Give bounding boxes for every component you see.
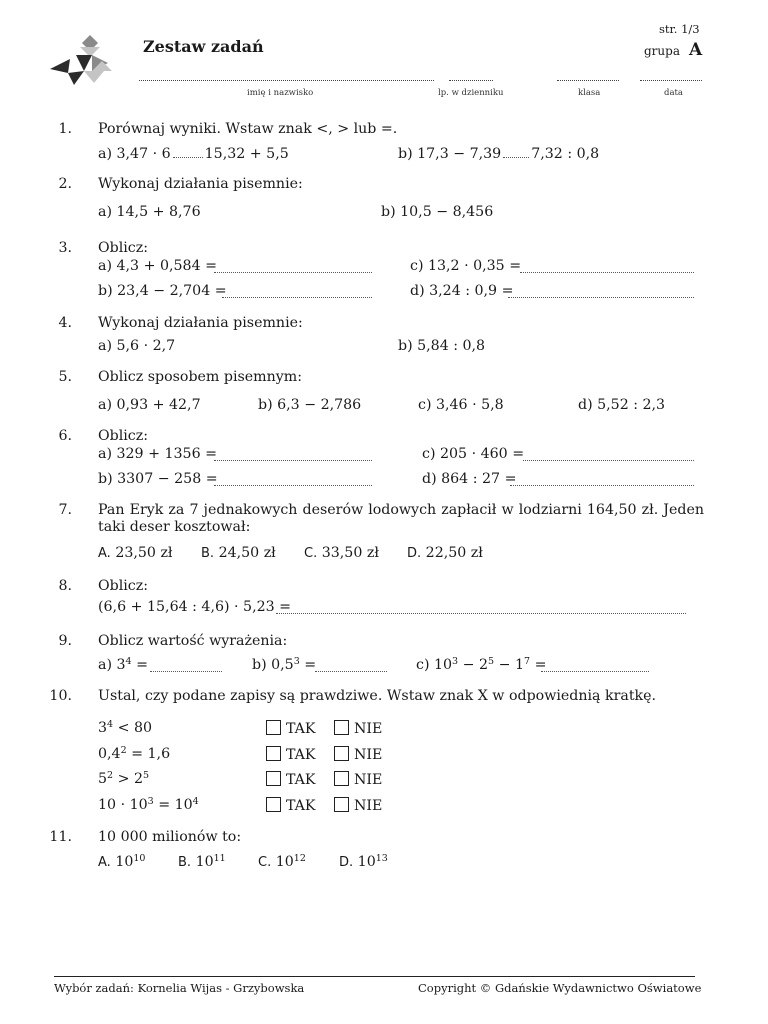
footer-copyright: Copyright © Gdańskie Wydawnictwo Oświatowe (418, 981, 702, 995)
task-11-option-c-letter: C. (258, 855, 272, 870)
task-6d-answer-blank[interactable] (510, 473, 694, 486)
task-9a (98, 657, 148, 673)
group-value: A (689, 40, 703, 60)
class-field-line[interactable] (557, 80, 619, 81)
yes-label-3: TAK (286, 772, 316, 788)
task-11-option-b-exp: 11 (213, 853, 226, 864)
task-3d-answer-blank[interactable] (508, 285, 694, 298)
checkbox-yes-1[interactable] (266, 720, 281, 735)
date-field-line[interactable] (640, 80, 702, 81)
task-9b-exponent: 3 (293, 656, 300, 667)
task-6c: c) 205 · 460 = (422, 446, 525, 462)
row-2-rest: = 1,6 (126, 746, 171, 762)
task-3c (410, 258, 521, 274)
task-7-option-d[interactable] (407, 545, 483, 561)
task-2-prompt: Wykonaj działania pisemnie: (98, 176, 303, 192)
task-9b (252, 657, 316, 673)
row-1-base: 3 (98, 720, 108, 736)
task-11-option-a[interactable] (98, 854, 145, 870)
task-9a-answer-blank[interactable] (150, 659, 222, 672)
task-11-option-b[interactable] (178, 854, 226, 870)
task-10-row-3-statement (98, 771, 149, 787)
checkbox-no-3[interactable] (334, 771, 349, 786)
task-1a-answer-blank[interactable] (173, 145, 203, 158)
task-9a-equals: = (131, 657, 148, 673)
row-4-base: 10 · 10 (98, 797, 148, 813)
task-3a-text: a) 4,3 + 0,584 = (98, 258, 217, 274)
row-3-exp2: 5 (143, 770, 150, 781)
task-10-prompt: Ustal, czy podane zapisy są prawdziwe. Wstaw znak X w odpowiednią kratkę. (98, 688, 657, 704)
task-10-row-4-no[interactable] (334, 797, 382, 814)
task-9c-equals: = (530, 657, 547, 673)
task-2-number: 2. (58, 176, 72, 192)
row-1-exp: 4 (107, 719, 114, 730)
task-11-option-d-exp: 13 (375, 853, 388, 864)
task-10-row-1-yes[interactable] (266, 720, 316, 737)
task-6a-answer-blank[interactable] (214, 448, 372, 461)
number-field-label: lp. w dzienniku (438, 88, 504, 98)
task-11-option-c-base: 10 (275, 854, 294, 870)
task-6c-answer-blank[interactable] (523, 448, 694, 461)
task-4a: a) 5,6 · 2,7 (98, 338, 176, 354)
task-5b: b) 6,3 − 2,786 (258, 397, 362, 413)
task-9-prompt: Oblicz wartość wyrażenia: (98, 633, 288, 649)
task-9b-answer-blank[interactable] (315, 659, 387, 672)
task-11-option-c-exp: 12 (293, 853, 306, 864)
group-label: grupa (644, 44, 680, 58)
task-8-number: 8. (58, 578, 72, 594)
no-label-4: NIE (354, 798, 383, 814)
task-7-number: 7. (58, 502, 72, 518)
checkbox-no-2[interactable] (334, 746, 349, 761)
task-1a (98, 145, 289, 162)
row-4-exp2: 4 (192, 796, 199, 807)
task-9b-base: b) 0,5 (252, 657, 294, 673)
footer-author: Wybór zadań: Kornelia Wijas - Grzybowska (54, 981, 305, 995)
task-11-option-a-exp: 10 (133, 853, 146, 864)
yes-label-4: TAK (286, 798, 316, 814)
task-6-prompt: Oblicz: (98, 428, 148, 444)
task-9b-equals: = (299, 657, 317, 673)
task-9c-exp1: 3 (452, 656, 459, 667)
publisher-logo (48, 33, 114, 87)
checkbox-yes-2[interactable] (266, 746, 281, 761)
task-11-option-d-letter: D. (339, 855, 354, 870)
task-5c: c) 3,46 · 5,8 (418, 397, 504, 413)
task-3a (98, 258, 217, 274)
yes-label-2: TAK (286, 747, 316, 763)
task-10-number: 10. (49, 688, 72, 704)
task-3-number: 3. (58, 240, 72, 256)
checkbox-yes-3[interactable] (266, 771, 281, 786)
task-7-prompt: Pan Eryk za 7 jednakowych deserów lodowych zapłacił w lodziarni 164,50 zł. Jeden taki deser kosztował: (98, 502, 704, 535)
task-7-option-a-letter: A. (98, 546, 111, 561)
task-7-option-c[interactable] (304, 545, 379, 561)
no-label-1: NIE (354, 721, 383, 737)
task-6d: d) 864 : 27 = (422, 471, 517, 487)
yes-label-1: TAK (286, 721, 316, 737)
task-10-row-3-yes[interactable] (266, 771, 316, 788)
task-11-option-a-letter: A. (98, 855, 111, 870)
task-11-option-c[interactable] (258, 854, 306, 870)
task-1b (398, 145, 599, 162)
row-1-rest: < 80 (113, 720, 153, 736)
task-10-row-3-no[interactable] (334, 771, 382, 788)
task-7-option-c-value: 33,50 zł (321, 545, 379, 561)
task-9a-exponent: 4 (125, 656, 132, 667)
no-label-3: NIE (354, 772, 383, 788)
task-9c-mid2: − 1 (494, 657, 525, 673)
task-9a-base: a) 3 (98, 657, 126, 673)
row-4-rest: = 10 (153, 797, 193, 813)
page-number: str. 1/3 (659, 22, 700, 36)
date-field-label: data (664, 88, 683, 98)
task-2a: a) 14,5 + 8,76 (98, 204, 201, 220)
footer-divider (54, 976, 695, 977)
task-1b-right: 7,32 : 0,8 (531, 146, 600, 162)
task-3d (410, 283, 513, 299)
task-10-row-1-statement (98, 720, 152, 736)
task-5-prompt: Oblicz sposobem pisemnym: (98, 369, 303, 385)
task-3b-text: b) 23,4 − 2,704 = (98, 283, 227, 299)
name-field-label: imię i nazwisko (247, 88, 314, 98)
task-10-row-1-no[interactable] (334, 720, 382, 737)
number-field-line[interactable] (449, 80, 493, 81)
task-11-prompt: 10 000 milionów to: (98, 829, 242, 845)
task-4-number: 4. (58, 315, 72, 331)
task-3c-text: c) 13,2 · 0,35 = (410, 258, 522, 274)
checkbox-no-4[interactable] (334, 797, 349, 812)
task-8-answer-blank[interactable] (276, 601, 686, 614)
task-2b: b) 10,5 − 8,456 (381, 204, 494, 220)
task-5d: d) 5,52 : 2,3 (578, 397, 666, 413)
task-7-option-b-letter: B. (201, 546, 215, 561)
task-11-option-d[interactable] (339, 854, 388, 870)
row-2-base: 0,4 (98, 746, 121, 762)
no-label-2: NIE (354, 747, 383, 763)
task-9c-exp2: 5 (488, 656, 495, 667)
worksheet-title: Zestaw zadań (143, 37, 264, 56)
task-7-option-d-value: 22,50 zł (425, 545, 483, 561)
task-3-prompt: Oblicz: (98, 240, 148, 256)
task-6a: a) 329 + 1356 = (98, 446, 217, 462)
task-6-number: 6. (58, 428, 72, 444)
task-1b-left: b) 17,3 − 7,39 (398, 146, 502, 162)
task-7-option-c-letter: C. (304, 546, 318, 561)
task-4b: b) 5,84 : 0,8 (398, 338, 486, 354)
task-11-number: 11. (49, 829, 72, 845)
task-6b-answer-blank[interactable] (214, 473, 372, 486)
task-9c (416, 657, 546, 673)
task-3b-answer-blank[interactable] (222, 285, 372, 298)
task-7-option-a-value: 23,50 zł (115, 545, 173, 561)
task-8-expression: (6,6 + 15,64 : 4,6) · 5,23 = (98, 599, 292, 615)
task-1-number: 1. (58, 121, 72, 137)
task-3b (98, 283, 227, 299)
task-11-option-b-base: 10 (195, 854, 214, 870)
row-4-exp: 3 (147, 796, 154, 807)
task-1a-left: a) 3,47 · 6 (98, 146, 171, 162)
task-9c-base: c) 10 (416, 657, 453, 673)
task-9-number: 9. (58, 633, 72, 649)
task-7-option-a[interactable] (98, 545, 173, 561)
task-8-prompt: Oblicz: (98, 578, 148, 594)
row-2-exp: 2 (120, 745, 127, 756)
task-1b-answer-blank[interactable] (503, 145, 529, 158)
task-9c-answer-blank[interactable] (541, 659, 649, 672)
task-10-row-2-yes[interactable] (266, 746, 316, 763)
task-7-option-d-letter: D. (407, 546, 422, 561)
task-10-row-4-yes[interactable] (266, 797, 316, 814)
task-9c-mid1: − 2 (458, 657, 489, 673)
checkbox-no-1[interactable] (334, 720, 349, 735)
task-3c-answer-blank[interactable] (520, 260, 694, 273)
task-10-row-2-no[interactable] (334, 746, 382, 763)
name-field-line[interactable] (139, 80, 434, 81)
task-5-number: 5. (58, 369, 72, 385)
class-field-label: klasa (578, 88, 601, 98)
task-11-option-a-base: 10 (115, 854, 134, 870)
task-7-option-b[interactable] (201, 545, 276, 561)
task-4-prompt: Wykonaj działania pisemnie: (98, 315, 303, 331)
task-1-prompt: Porównaj wyniki. Wstaw znak <, > lub =. (98, 121, 398, 137)
checkbox-yes-4[interactable] (266, 797, 281, 812)
row-3-base: 5 (98, 771, 108, 787)
task-10-row-2-statement (98, 746, 170, 762)
task-1a-right: 15,32 + 5,5 (204, 146, 289, 162)
row-3-exp: 2 (107, 770, 114, 781)
task-6b: b) 3307 − 258 = (98, 471, 218, 487)
row-3-rest: > 2 (113, 771, 144, 787)
task-3a-answer-blank[interactable] (214, 260, 372, 273)
task-3d-text: d) 3,24 : 0,9 = (410, 283, 514, 299)
task-7-option-b-value: 24,50 zł (218, 545, 276, 561)
task-11-option-d-base: 10 (357, 854, 376, 870)
task-10-row-4-statement (98, 797, 199, 813)
task-5a: a) 0,93 + 42,7 (98, 397, 201, 413)
task-11-option-b-letter: B. (178, 855, 192, 870)
task-9c-exp3: 7 (524, 656, 531, 667)
